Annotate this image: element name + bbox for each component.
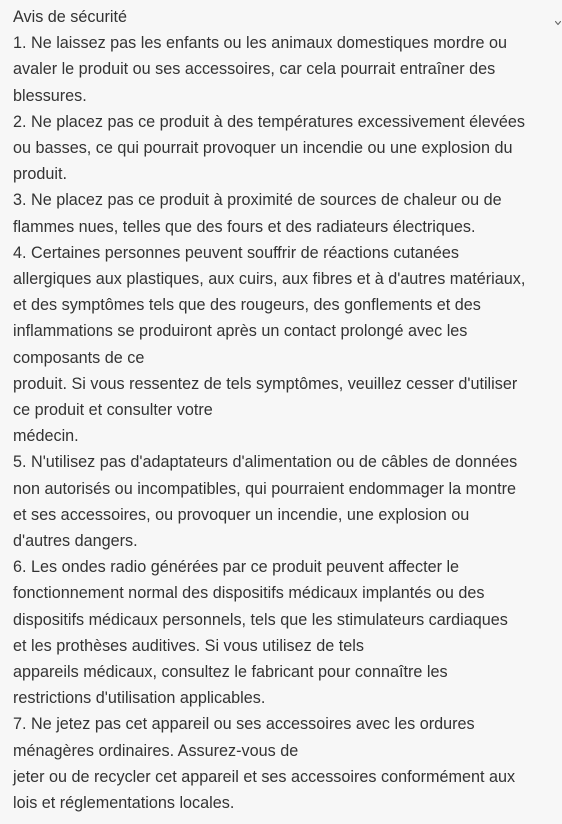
notice-line: flammes nues, telles que des fours et des radiateurs électriques. (13, 217, 476, 236)
notice-line: ce produit et consulter votre (13, 401, 213, 420)
notice-line: 6. Les ondes radio générées par ce produit peuvent affecter le (13, 558, 460, 577)
notice-line: 5. N'utilisez pas d'adaptateurs d'alimentation ou de câbles de données (13, 453, 518, 472)
notice-line: 4. Certaines personnes peuvent souffrir de réactions cutanées (13, 243, 460, 262)
notice-line: avaler le produit ou ses accessoires, car cela pourrait entraîner des (13, 60, 496, 79)
notice-line: ou basses, ce qui pourrait provoquer un incendie ou une explosion du (13, 139, 513, 158)
chevron-down-icon-shape (555, 20, 561, 26)
notice-line: composants de ce (13, 348, 145, 367)
notice-title: Avis de sécurité (13, 8, 127, 26)
notice-line: inflammations se produiront après un contact prolongé avec les (13, 322, 468, 341)
notice-line: 1. Ne laissez pas les enfants ou les animaux domestiques mordre ou (13, 34, 507, 53)
notice-line: ménagères ordinaires. Assurez-vous de (13, 741, 299, 760)
notice-line: non autorisés ou incompatibles, qui pourraient endommager la montre (13, 479, 516, 498)
notice-line: blessures. (13, 86, 87, 105)
notice-line: restrictions d'utilisation applicables. (13, 689, 266, 708)
notice-line: produit. Si vous ressentez de tels symptômes, veuillez cesser d'utiliser (13, 374, 518, 393)
safety-notice (13, 4, 548, 816)
notice-line: 3. Ne placez pas ce produit à proximité de sources de chaleur ou de (13, 191, 502, 210)
notice-line: lois et réglementations locales. (13, 794, 235, 813)
notice-line: 2. Ne placez pas ce produit à des températures excessivement élevées (13, 112, 525, 131)
notice-line: fonctionnement normal des dispositifs médicaux implantés ou des (13, 584, 485, 603)
notice-line: 7. Ne jetez pas cet appareil ou ses accessoires avec les ordures (13, 715, 475, 734)
notice-line: d'autres dangers. (13, 532, 138, 551)
notice-line: produit. (13, 165, 67, 184)
notice-line: et les prothèses auditives. Si vous utilisez de tels (13, 636, 364, 655)
notice-line: et des symptômes tels que des rougeurs, des gonflements et des (13, 296, 481, 315)
chevron-down-icon[interactable] (555, 13, 561, 19)
notice-line: médecin. (13, 427, 79, 446)
notice-line: appareils médicaux, consultez le fabricant pour connaître les (13, 663, 448, 682)
notice-line: jeter ou de recycler cet appareil et ses accessoires conformément aux (13, 767, 516, 786)
notice-line: allergiques aux plastiques, aux cuirs, aux fibres et à d'autres matériaux, (13, 270, 526, 289)
notice-line: et ses accessoires, ou provoquer un incendie, une explosion ou (13, 505, 470, 524)
notice-line: dispositifs médicaux personnels, tels que les stimulateurs cardiaques (13, 610, 508, 629)
